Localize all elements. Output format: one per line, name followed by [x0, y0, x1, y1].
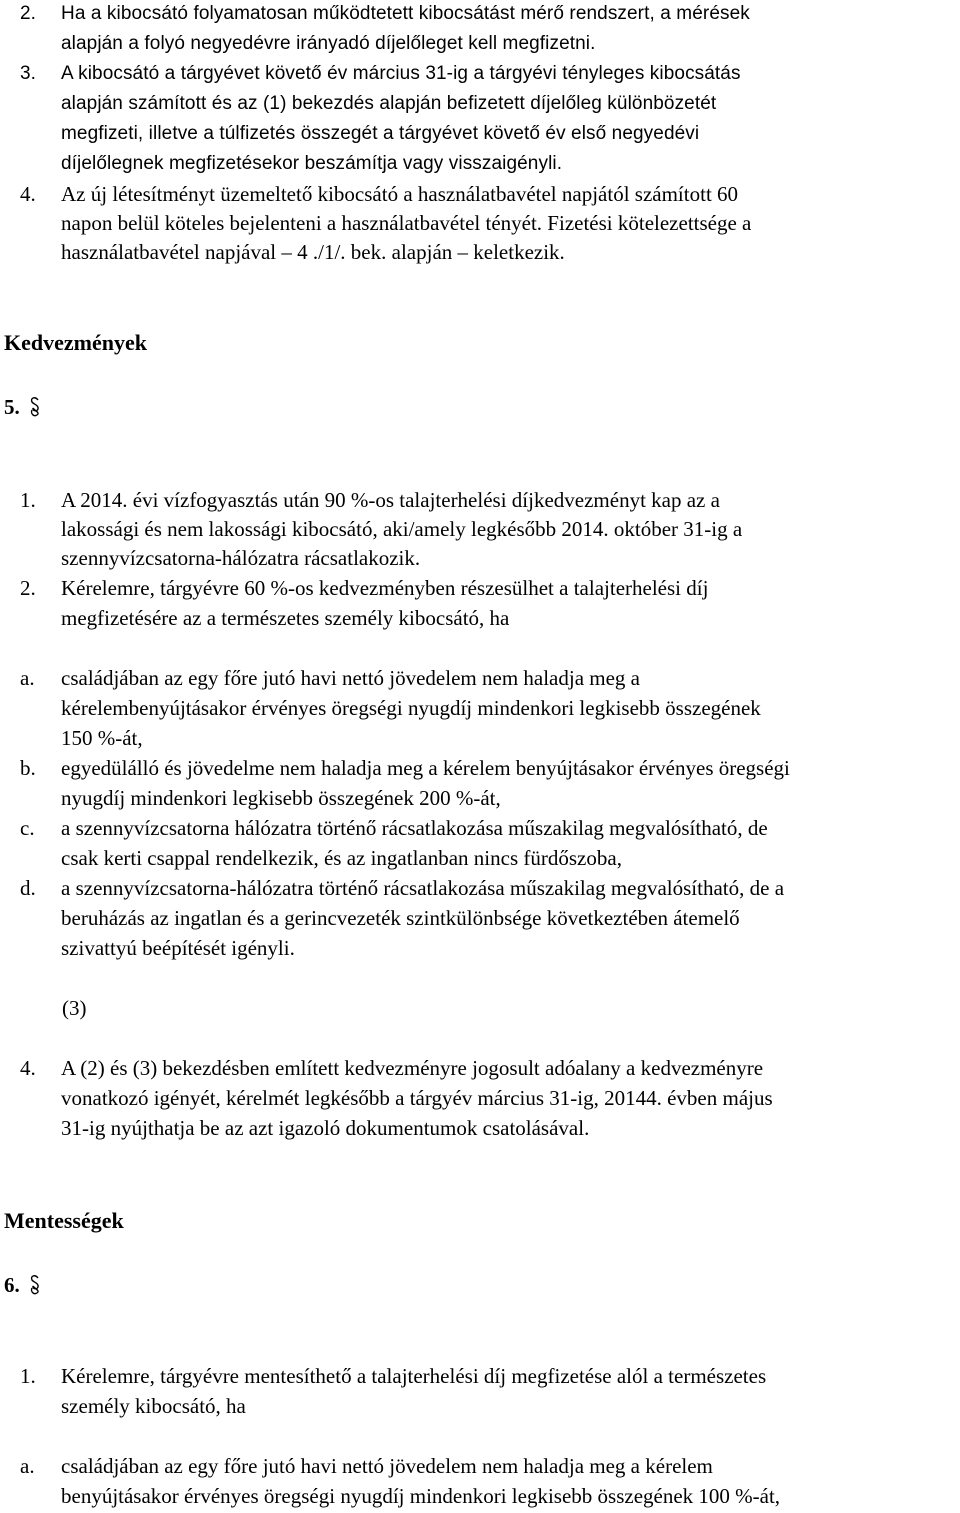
- list-number: 1.: [20, 1364, 36, 1388]
- paragraph-line: 31-ig nyújthatja be az azt igazoló dokumentumok csatolásával.: [61, 1116, 590, 1140]
- list-letter: a.: [20, 666, 35, 690]
- paragraph-line: családjában az egy főre jutó havi nettó jövedelem nem haladja meg a: [61, 666, 641, 690]
- paragraph-line: szennyvízcsatorna-hálózatra rácsatlakozik.: [61, 546, 421, 570]
- list-letter: b.: [20, 756, 36, 780]
- paragraph-line: Kérelemre, tárgyévre 60 %-os kedvezményben részesülhet a talajterhelési díj: [61, 576, 709, 600]
- paragraph-line: alapján számított és az (1) bekezdés alapján befizetett díjelőleg különbözetét: [61, 93, 717, 114]
- list-letter: a.: [20, 1454, 35, 1478]
- section-number: [4, 395, 41, 420]
- paragraph-line: lakossági és nem lakossági kibocsátó, aki/amely legkésőbb 2014. október 31-ig a: [61, 517, 743, 541]
- paragraph-line: szivattyú beépítését igényli.: [61, 936, 295, 960]
- section-number: [4, 1273, 41, 1298]
- section-sign-icon: [29, 396, 41, 420]
- section-heading: Mentességek: [4, 1208, 124, 1233]
- paragraph-line: használatbavétel napjával – 4 ./1/. bek. alapján – keletkezik.: [61, 240, 565, 264]
- paragraph-line: napon belül köteles bejelenteni a használatbavétel tényét. Fizetési kötelezettsége a: [61, 211, 752, 235]
- list-number: 3.: [20, 63, 37, 84]
- paragraph-line: Kérelemre, tárgyévre mentesíthető a talajterhelési díj megfizetése alól a természetes: [61, 1364, 767, 1388]
- paragraph-line: megfizeti, illetve a túlfizetés összegét a tárgyévet követő év első negyedévi: [61, 123, 700, 144]
- section-heading: Kedvezmények: [4, 330, 147, 355]
- paragraph-line: alapján a folyó negyedévre irányadó díjelőleget kell megfizetni.: [61, 33, 596, 54]
- paragraph-line: vonatkozó igényét, kérelmét legkésőbb a tárgyév március 31-ig, 20144. évben május: [61, 1086, 773, 1110]
- paragraph-line: A 2014. évi vízfogyasztás után 90 %-os talajterhelési díjkedvezményt kap az a: [61, 488, 720, 512]
- paragraph-line: díjelőlegnek megfizetésekor beszámítja vagy visszaigényli.: [61, 153, 563, 174]
- paragraph-line: A (2) és (3) bekezdésben említett kedvezményre jogosult adóalany a kedvezményre: [61, 1056, 764, 1080]
- list-number: 4.: [20, 1056, 36, 1080]
- section-sign-icon: [29, 1274, 41, 1298]
- section-number-text: 6.: [4, 1273, 20, 1297]
- paragraph-line: Az új létesítményt üzemeltető kibocsátó a használatbavétel napjától számított 60: [61, 182, 739, 206]
- paragraph-number: (3): [62, 996, 87, 1020]
- paragraph-line: egyedülálló és jövedelme nem haladja meg a kérelem benyújtásakor érvényes öregségi: [61, 756, 790, 780]
- paragraph-line: személy kibocsátó, ha: [61, 1394, 246, 1418]
- list-number: 2.: [20, 3, 37, 24]
- paragraph-line: nyugdíj mindenkori legkisebb összegének 200 %-át,: [61, 786, 501, 810]
- paragraph-line: 150 %-át,: [61, 726, 143, 750]
- paragraph-line: megfizetésére az a természetes személy kibocsátó, ha: [61, 606, 510, 630]
- paragraph-line: a szennyvízcsatorna-hálózatra történő rácsatlakozása műszakilag megvalósítható, de a: [61, 876, 785, 900]
- paragraph-line: kérelembenyújtásakor érvényes öregségi nyugdíj mindenkori legkisebb összegének: [61, 696, 761, 720]
- list-number: 2.: [20, 576, 36, 600]
- list-number: 1.: [20, 488, 36, 512]
- list-letter: c.: [20, 816, 35, 840]
- section-number-text: 5.: [4, 395, 20, 419]
- paragraph-line: családjában az egy főre jutó havi nettó jövedelem nem haladja meg a kérelem: [61, 1454, 713, 1478]
- paragraph-line: Ha a kibocsátó folyamatosan működtetett kibocsátást mérő rendszert, a mérések: [61, 3, 750, 24]
- paragraph-line: a szennyvízcsatorna hálózatra történő rácsatlakozása műszakilag megvalósítható, de: [61, 816, 768, 840]
- list-letter: d.: [20, 876, 36, 900]
- paragraph-line: A kibocsátó a tárgyévet követő év március 31-ig a tárgyévi tényleges kibocsátás: [61, 63, 741, 84]
- paragraph-line: benyújtásakor érvényes öregségi nyugdíj mindenkori legkisebb összegének 100 %-át,: [61, 1484, 781, 1508]
- list-number: 4.: [20, 182, 36, 206]
- paragraph-line: beruházás az ingatlan és a gerincvezeték szintkülönbsége következtében átemelő: [61, 906, 740, 930]
- paragraph-line: csak kerti csappal rendelkezik, és az ingatlanban nincs fürdőszoba,: [61, 846, 622, 870]
